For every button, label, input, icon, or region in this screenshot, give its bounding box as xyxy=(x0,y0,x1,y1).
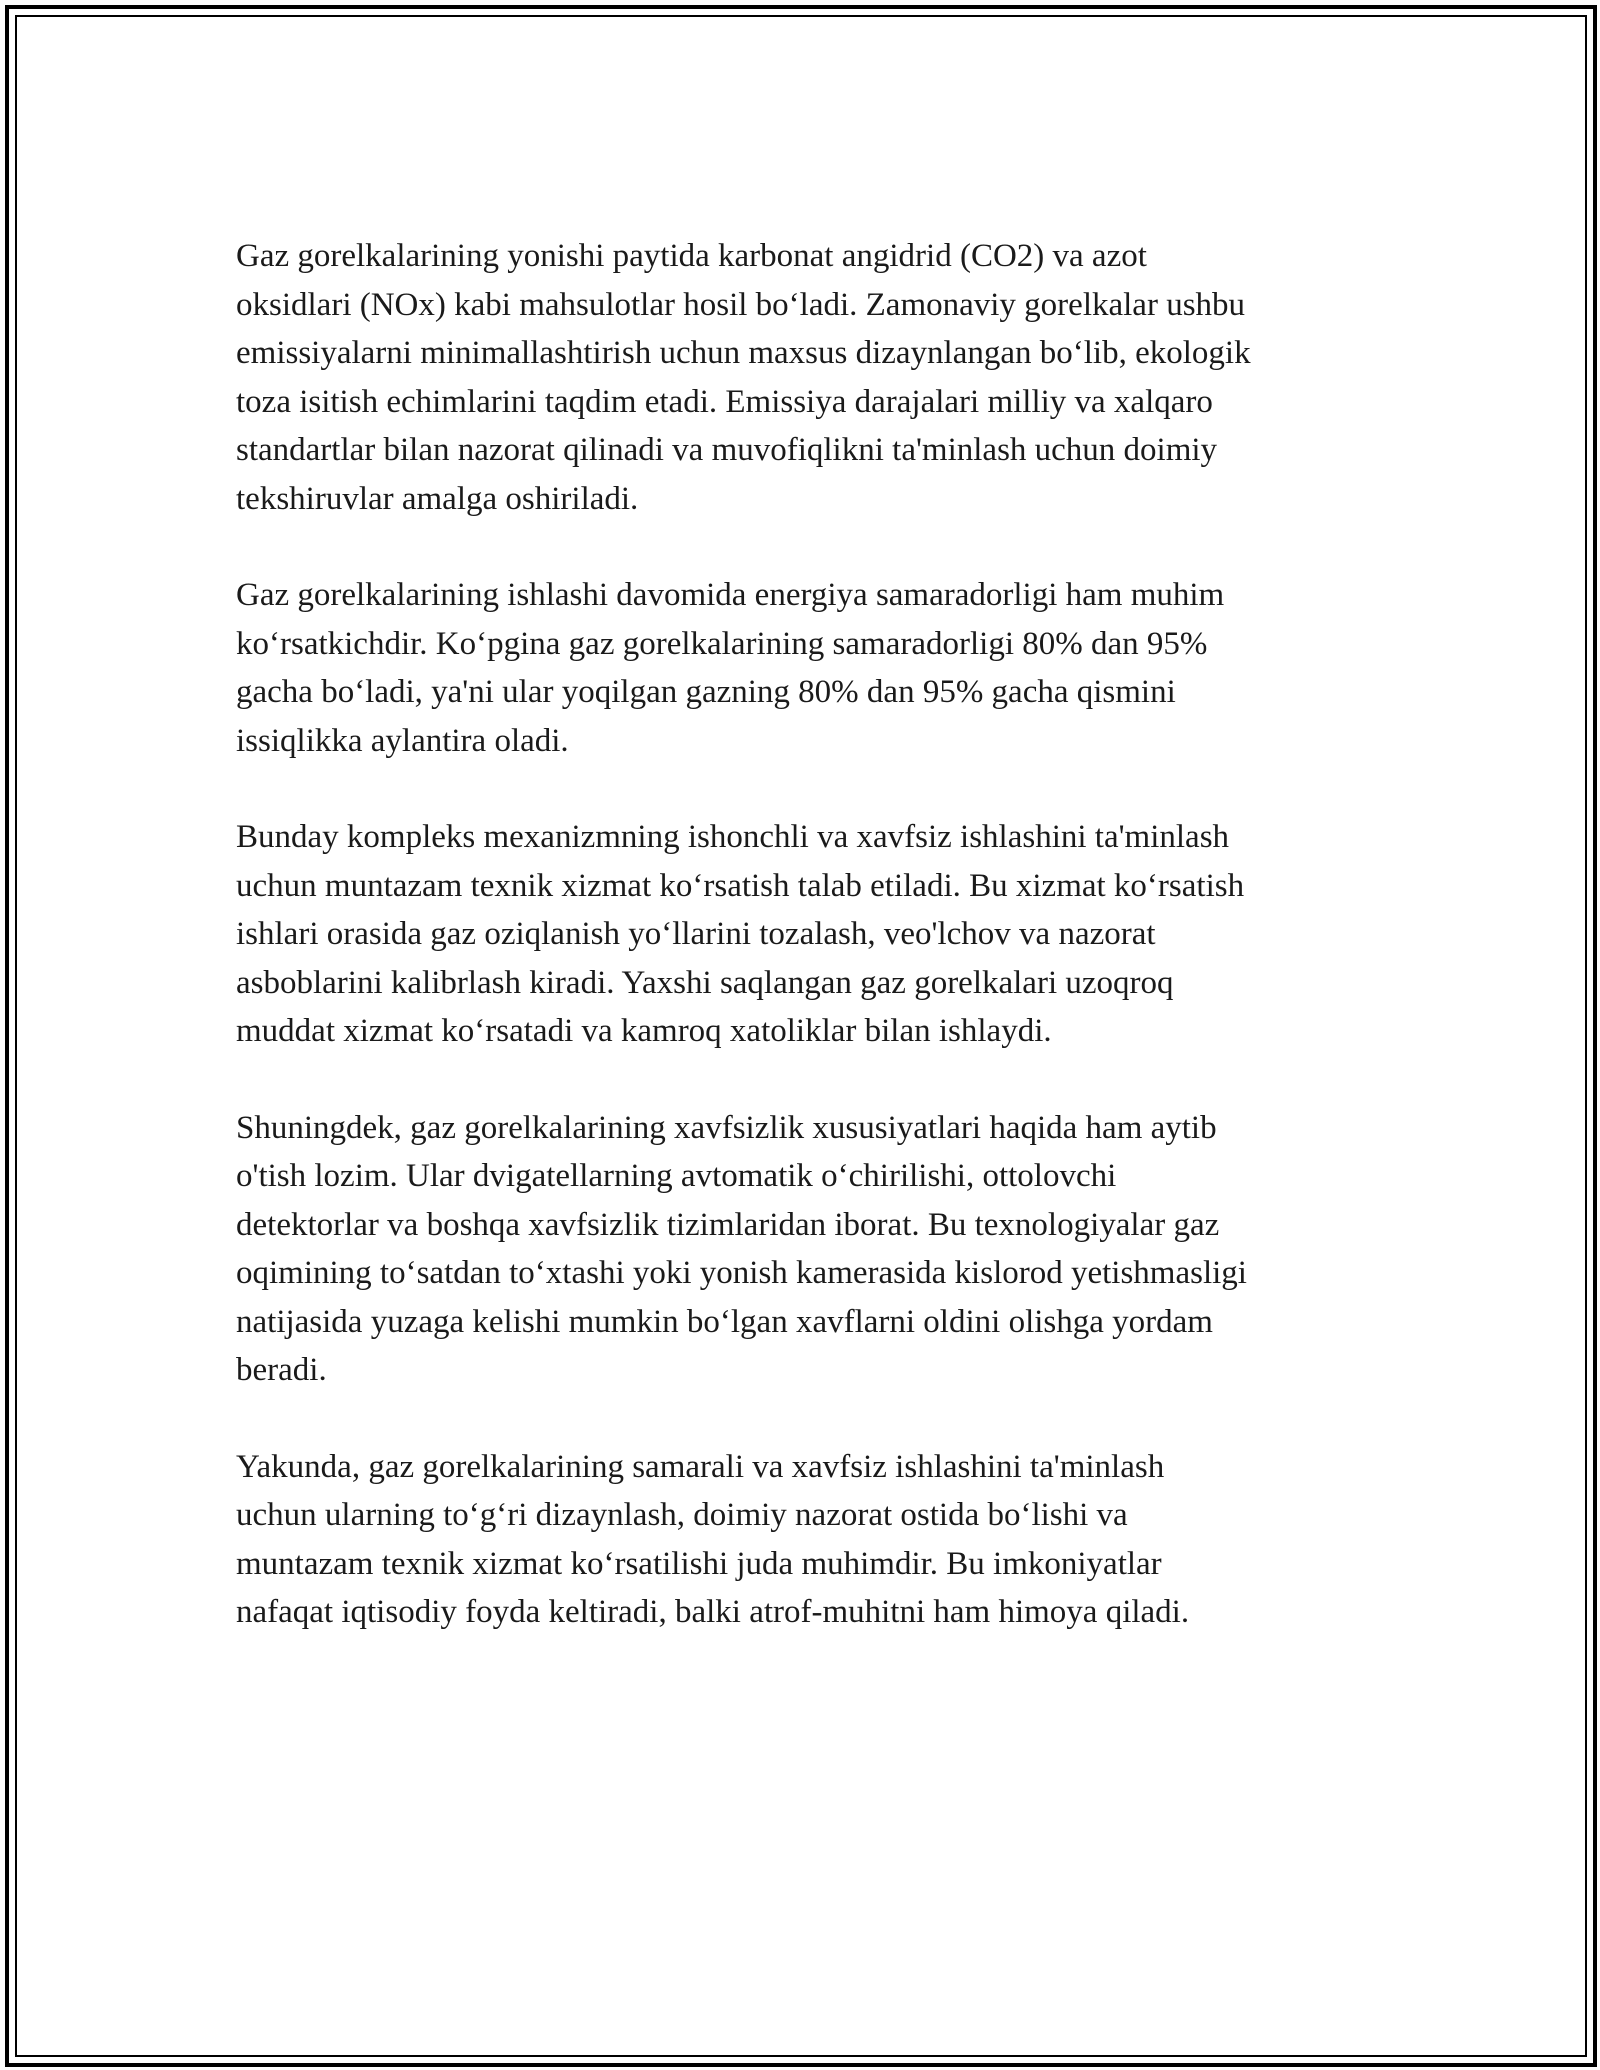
paragraph-efficiency: Gaz gorelkalarining ishlashi davomida energiya samaradorligi ham muhim ko‘rsatkichdir. Ko‘pgina gaz gorelkalarining samaradorligi 80% dan 95% gacha bo‘ladi, ya'ni ular yoqilgan gazning 80% dan 95% gacha qismini issiqlikka aylantira oladi. xyxy=(236,577,1225,759)
document-body xyxy=(236,232,1376,1685)
paragraph-conclusion: Yakunda, gaz gorelkalarining samarali va xavfsiz ishlashini ta'minlash uchun ularning to‘g‘ri dizaynlash, doimiy nazorat ostida bo‘lishi va muntazam texnik xizmat ko‘rsatilishi juda muhimdir. Bu imkoniyatlar nafaqat iqtisodiy foyda keltiradi, balki atrof-muhitni ham himoya qiladi. xyxy=(236,1448,1190,1630)
paragraph-maintenance: Bunday kompleks mexanizmning ishonchli va xavfsiz ishlashini ta'minlash uchun muntazam texnik xizmat ko‘rsatish talab etiladi. Bu xizmat ko‘rsatish ishlari orasida gaz oziqlanish yo‘llarini tozalash, veo'lchov va nazorat asboblarini kalibrlash kiradi. Yaxshi saqlangan gaz gorelkalari uzoqroq muddat xizmat ko‘rsatadi va kamroq xatoliklar bilan ishlaydi. xyxy=(236,819,1245,1049)
paragraph-safety: Shuningdek, gaz gorelkalarining xavfsizlik xususiyatlari haqida ham aytib o'tish lozim. Ular dvigatellarning avtomatik o‘chirilishi, ottolovchi detektorlar va boshqa xavfsizlik tizimlaridan iborat. Bu texnologiyalar gaz oqimining to‘satdan to‘xtashi yoki yonish kamerasida kislorod yetishmasligi natijasida yuzaga kelishi mumkin bo‘lgan xavflarni oldini olishga yordam beradi. xyxy=(236,1109,1247,1388)
paragraph-emissions: Gaz gorelkalarining yonishi paytida karbonat angidrid (CO2) va azot oksidlari (NOx) kabi mahsulotlar hosil bo‘ladi. Zamonaviy gorelkalar ushbu emissiyalarni minimallashtirish uchun maxsus dizaynlangan bo‘lib, ekologik toza isitish echimlarini taqdim etadi. Emissiya darajalari milliy va xalqaro standartlar bilan nazorat qilinadi va muvofiqlikni ta'minlash uchun doimiy tekshiruvlar amalga oshiriladi. xyxy=(236,238,1251,517)
